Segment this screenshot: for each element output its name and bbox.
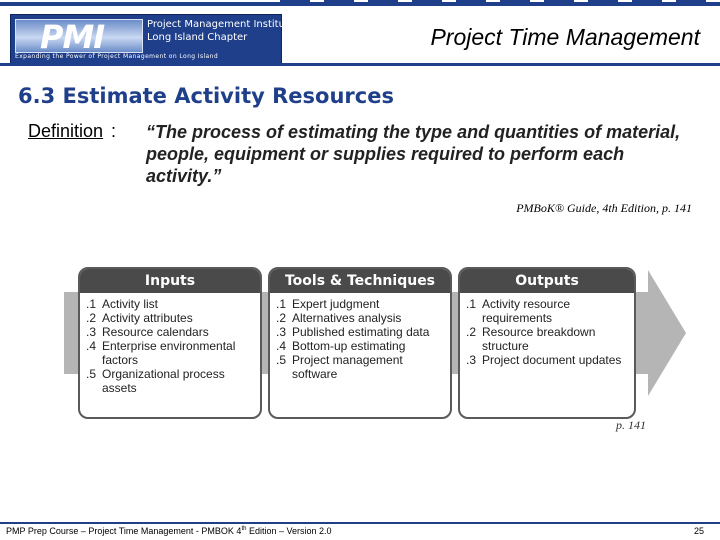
pmi-logo (10, 14, 295, 64)
header-rule (0, 63, 720, 66)
list-item-text: Project management software (292, 353, 403, 381)
list-item-number: .5 (86, 367, 97, 381)
definition-colon: : (111, 121, 117, 141)
list-item (276, 339, 446, 353)
inputs-list (80, 293, 260, 395)
list-item-number: .2 (276, 311, 287, 325)
outputs-box (458, 267, 636, 419)
list-item-number: .3 (86, 325, 97, 339)
process-arrow-head (648, 270, 686, 396)
list-item (86, 339, 256, 367)
footer-text-edition: Edition – Version 2.0 (246, 526, 332, 536)
list-item-number: .1 (276, 297, 287, 311)
list-item (276, 325, 446, 339)
list-item (276, 353, 446, 381)
logo-org-name: Project Management Institute (147, 19, 295, 30)
tools-box (268, 267, 452, 419)
top-dashes (280, 0, 720, 2)
definition-label: Definition (28, 121, 104, 141)
list-item-text: Activity attributes (102, 311, 193, 325)
list-item (466, 353, 630, 367)
list-item-text: Activity resource requirements (482, 297, 571, 325)
list-item-number: .3 (466, 353, 477, 367)
list-item (86, 367, 256, 395)
inputs-heading: Inputs (80, 269, 260, 293)
outputs-list (460, 293, 634, 367)
list-item-text: Enterprise environmental factors (102, 339, 236, 367)
list-item (86, 325, 256, 339)
list-item-number: .2 (86, 311, 97, 325)
logo-tagline: Expanding the Power of Project Management on Long Island (15, 53, 219, 60)
list-item-number: .3 (276, 325, 287, 339)
pmi-logo-mark (15, 18, 143, 56)
list-item (276, 297, 446, 311)
list-item-number: .1 (86, 297, 97, 311)
list-item (276, 311, 446, 325)
tools-list (270, 293, 450, 381)
list-item-text: Project document updates (482, 353, 622, 367)
definition-citation: PMBoK® Guide, 4th Edition, p. 141 (516, 201, 692, 215)
list-item-text: Resource calendars (102, 325, 209, 339)
list-item-text: Organizational process assets (102, 367, 225, 395)
outputs-heading: Outputs (460, 269, 634, 293)
list-item-number: .5 (276, 353, 287, 367)
definition-text: “The process of estimating the type and quantities of material, people, equipment or supplies required to perform each activity.” (146, 122, 681, 186)
list-item-text: Published estimating data (292, 325, 430, 339)
list-item-number: .4 (86, 339, 97, 353)
footer-text (6, 526, 332, 536)
list-item (466, 297, 630, 325)
list-item-number: .1 (466, 297, 477, 311)
footer-text-sup: th (241, 526, 247, 532)
section-title: 6.3 Estimate Activity Resources (18, 84, 394, 108)
slide-header-title: Project Time Management (430, 24, 700, 50)
list-item-number: .2 (466, 325, 477, 339)
list-item-text: Expert judgment (292, 297, 380, 311)
list-item-text: Resource breakdown structure (482, 325, 596, 353)
inputs-box (78, 267, 262, 419)
pmi-logo-mark-text: PMI (40, 18, 105, 56)
diagram-page-ref: p. 141 (616, 418, 646, 432)
list-item-text: Activity list (102, 297, 159, 311)
top-rule (0, 2, 720, 6)
footer-rule (0, 522, 720, 524)
list-item-text: Bottom-up estimating (292, 339, 406, 353)
page-number: 25 (693, 526, 704, 536)
list-item-text: Alternatives analysis (292, 311, 402, 325)
list-item (86, 311, 256, 325)
list-item (466, 325, 630, 353)
footer-text-main: PMP Prep Course – Project Time Management - PMBOK 4 (6, 526, 242, 536)
logo-chapter-name: Long Island Chapter (147, 32, 248, 43)
list-item-number: .4 (276, 339, 287, 353)
tools-heading: Tools & Techniques (270, 269, 450, 293)
list-item (86, 297, 256, 311)
